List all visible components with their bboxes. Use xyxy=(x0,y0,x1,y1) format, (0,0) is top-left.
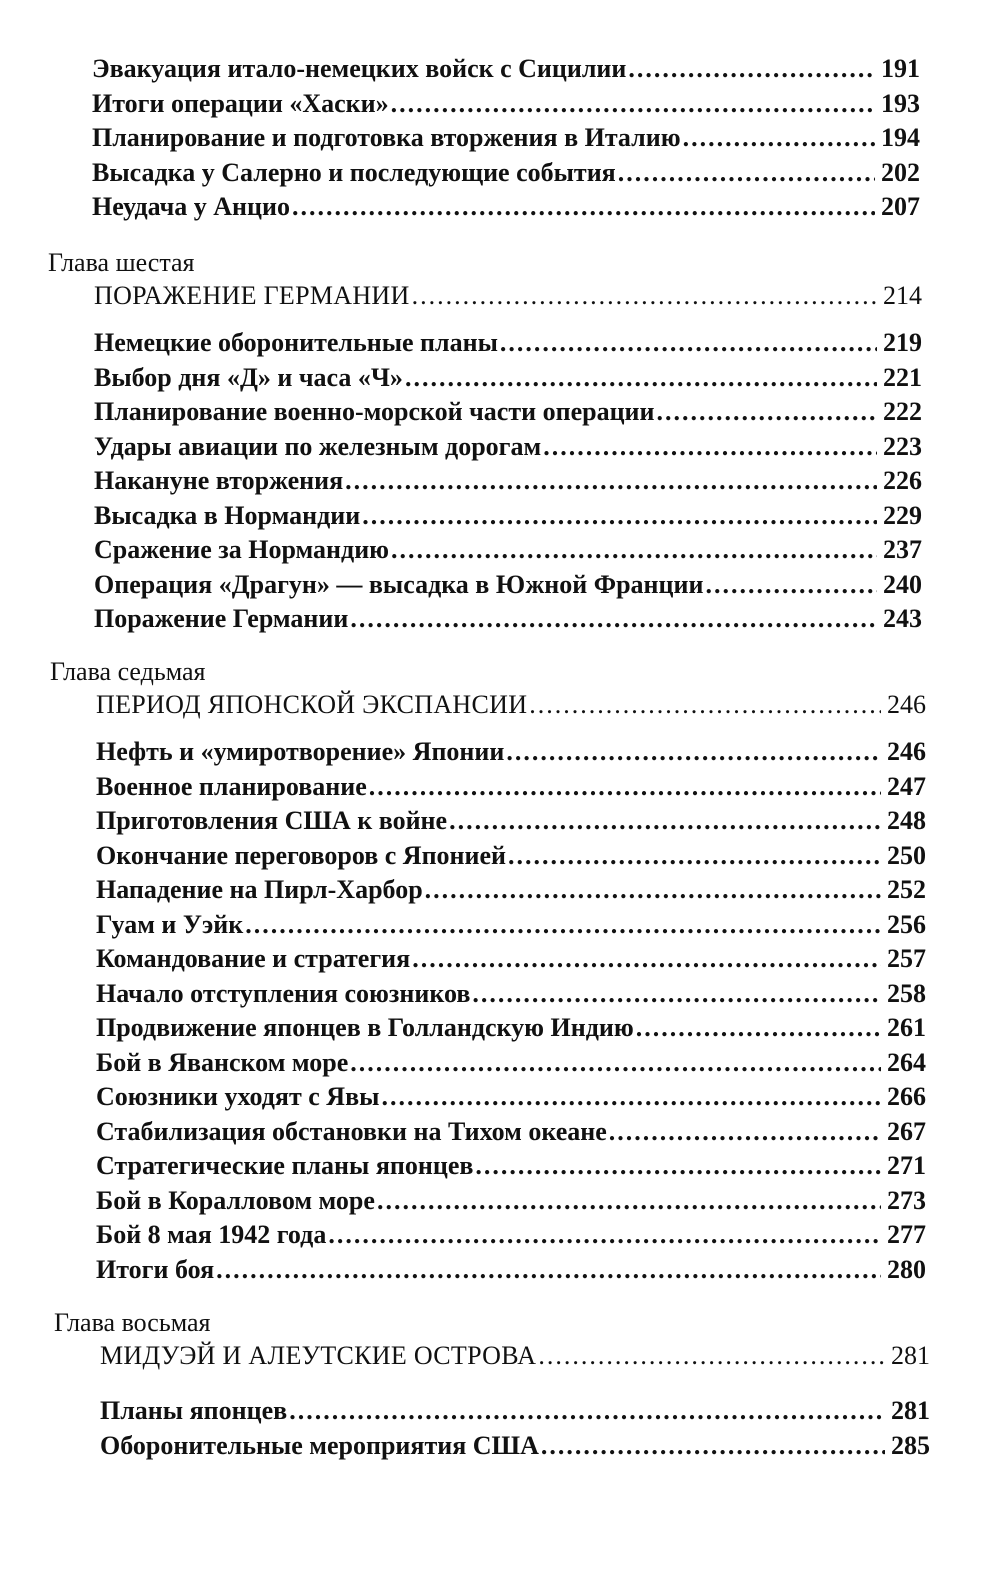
chapter-title: ПОРАЖЕНИЕ ГЕРМАНИИ xyxy=(94,281,410,310)
entry-title: Поражение Германии xyxy=(94,604,349,633)
toc-entry xyxy=(0,1046,1000,1081)
dot-leader xyxy=(683,121,875,156)
toc-entry xyxy=(0,1011,1000,1046)
dot-leader xyxy=(609,1115,881,1150)
entry-title: Планирование военно-морской части операции xyxy=(94,397,655,426)
dot-leader xyxy=(472,977,881,1012)
dot-leader xyxy=(391,87,875,122)
chapter-title: МИДУЭЙ И АЛЕУТСКИЕ ОСТРОВА xyxy=(100,1341,537,1370)
entry-title: Окончание переговоров с Японией xyxy=(96,840,507,870)
toc-entry xyxy=(0,156,1000,191)
entry-page: 247 xyxy=(887,771,926,801)
chapter-section xyxy=(0,248,1000,637)
chapter-heading xyxy=(0,687,1000,723)
dot-leader xyxy=(362,499,877,534)
dot-leader xyxy=(475,1149,881,1184)
entry-page: 207 xyxy=(881,192,920,221)
dot-leader xyxy=(345,464,877,499)
dot-leader xyxy=(541,1429,885,1464)
toc-entry xyxy=(0,735,1000,770)
toc-entry xyxy=(0,533,1000,568)
entry-page: 248 xyxy=(887,806,926,835)
toc-entry xyxy=(0,1115,1000,1150)
toc-entry xyxy=(0,430,1000,465)
entry-page: 264 xyxy=(887,1047,926,1077)
toc-entry xyxy=(0,1218,1000,1253)
toc-entry xyxy=(0,1394,1000,1429)
toc-entry xyxy=(0,568,1000,603)
toc-entry xyxy=(0,52,1000,87)
chapter-label: Глава седьмая xyxy=(50,657,206,686)
dot-leader xyxy=(508,839,881,874)
toc-entry xyxy=(0,190,1000,225)
toc-top-section xyxy=(0,52,1000,225)
entry-page: 250 xyxy=(887,840,926,870)
entry-title: Командование и стратегия xyxy=(96,944,411,973)
entry-title: Союзники уходят с Явы xyxy=(96,1082,380,1111)
toc-entry xyxy=(0,361,1000,396)
entry-title: Продвижение японцев в Голландскую Индию xyxy=(96,1013,634,1042)
toc-entry xyxy=(0,602,1000,637)
entry-page: 280 xyxy=(887,1254,926,1284)
entry-page: 261 xyxy=(887,1013,926,1042)
dot-leader xyxy=(506,735,881,770)
entry-title: Стабилизация обстановки на Тихом океане xyxy=(96,1116,607,1146)
toc-entry xyxy=(0,839,1000,874)
entry-title: Приготовления США к войне xyxy=(96,806,448,835)
entry-title: Военное планирование xyxy=(96,771,367,801)
entry-page: 252 xyxy=(887,875,926,904)
toc-entry xyxy=(0,395,1000,430)
dot-leader xyxy=(425,873,881,908)
entry-title: Бой в Коралловом море xyxy=(96,1185,375,1215)
entry-page: 266 xyxy=(887,1082,926,1111)
dot-leader xyxy=(618,156,875,191)
toc-entry xyxy=(0,87,1000,122)
dot-leader xyxy=(412,278,877,314)
entry-title: Сражение за Нормандию xyxy=(94,535,390,564)
entry-page: 240 xyxy=(883,569,922,599)
entry-page: 277 xyxy=(887,1220,926,1249)
dot-leader xyxy=(500,326,877,361)
entry-page: 191 xyxy=(881,54,920,83)
dot-leader xyxy=(216,1253,881,1288)
entry-title: Выбор дня «Д» и часа «Ч» xyxy=(94,362,403,392)
entry-page: 221 xyxy=(883,362,922,392)
entry-title: Накануне вторжения xyxy=(94,466,344,495)
entry-title: Начало отступления союзников xyxy=(96,978,471,1008)
entry-title: Нефть и «умиротворение» Японии xyxy=(96,737,505,766)
toc-entry xyxy=(0,499,1000,534)
entry-page: 258 xyxy=(887,978,926,1008)
dot-leader xyxy=(657,395,877,430)
toc-entry xyxy=(0,908,1000,943)
entry-title: Неудача у Анцио xyxy=(92,192,290,221)
toc-entry xyxy=(0,770,1000,805)
toc-entry xyxy=(0,1149,1000,1184)
chapter-label: Глава восьмая xyxy=(54,1308,211,1337)
entry-page: 219 xyxy=(883,328,922,357)
entry-title: Высадка у Салерно и последующие события xyxy=(92,157,616,187)
dot-leader xyxy=(328,1218,881,1253)
toc-entry xyxy=(0,804,1000,839)
entry-title: Планы японцев xyxy=(100,1396,288,1425)
entry-page: 281 xyxy=(891,1396,930,1425)
dot-leader xyxy=(405,361,877,396)
entry-page: 193 xyxy=(881,88,920,118)
dot-leader xyxy=(245,908,881,943)
dot-leader xyxy=(705,568,877,603)
entry-page: 257 xyxy=(887,944,926,973)
chapter-section xyxy=(0,657,1000,1287)
dot-leader xyxy=(377,1184,881,1219)
dot-leader xyxy=(369,770,881,805)
toc-entry xyxy=(0,942,1000,977)
entry-title: Немецкие оборонительные планы xyxy=(94,328,498,357)
dot-leader xyxy=(289,1394,885,1429)
dot-leader xyxy=(628,52,875,87)
dot-leader xyxy=(350,1046,881,1081)
entry-title: Удары авиации по железным дорогам xyxy=(94,431,542,461)
chapter-page: 214 xyxy=(883,281,922,310)
chapter-page: 281 xyxy=(891,1341,930,1370)
entry-title: Бой в Яванском море xyxy=(96,1047,349,1077)
entry-title: Высадка в Нормандии xyxy=(94,500,361,530)
entry-page: 271 xyxy=(887,1151,926,1180)
entry-title: Оборонительные мероприятия США xyxy=(100,1430,539,1460)
toc-entry xyxy=(0,121,1000,156)
toc-entry xyxy=(0,1080,1000,1115)
entry-page: 223 xyxy=(883,431,922,461)
dot-leader xyxy=(529,687,881,723)
toc-entry xyxy=(0,873,1000,908)
entry-page: 194 xyxy=(881,123,920,152)
toc-entry xyxy=(0,1184,1000,1219)
entry-title: Итоги боя xyxy=(96,1254,215,1284)
toc-entry xyxy=(0,1429,1000,1464)
entry-page: 273 xyxy=(887,1185,926,1215)
dot-leader xyxy=(543,430,877,465)
entry-page: 243 xyxy=(883,604,922,633)
chapter-page: 246 xyxy=(887,690,926,719)
entry-page: 229 xyxy=(883,500,922,530)
toc-entry xyxy=(0,326,1000,361)
entry-title: Эвакуация итало-немецких войск с Сицилии xyxy=(92,54,627,83)
entry-title: Нападение на Пирл-Харбор xyxy=(96,875,423,904)
toc-entry xyxy=(0,464,1000,499)
entry-page: 237 xyxy=(883,535,922,564)
entry-title: Операция «Драгун» — высадка в Южной Франции xyxy=(94,569,704,599)
entry-page: 202 xyxy=(881,157,920,187)
dot-leader xyxy=(538,1338,885,1374)
dot-leader xyxy=(292,190,875,225)
dot-leader xyxy=(391,533,877,568)
entry-page: 285 xyxy=(891,1430,930,1460)
chapter-heading xyxy=(0,278,1000,314)
entry-title: Бой 8 мая 1942 года xyxy=(96,1220,327,1249)
entry-page: 226 xyxy=(883,466,922,495)
entry-page: 222 xyxy=(883,397,922,426)
dot-leader xyxy=(381,1080,881,1115)
dot-leader xyxy=(412,942,881,977)
dot-leader xyxy=(350,602,877,637)
entry-page: 267 xyxy=(887,1116,926,1146)
toc-entry xyxy=(0,977,1000,1012)
chapter-label: Глава шестая xyxy=(48,248,195,277)
toc-entry xyxy=(0,1253,1000,1288)
entry-page: 256 xyxy=(887,909,926,939)
chapter-title: ПЕРИОД ЯПОНСКОЙ ЭКСПАНСИИ xyxy=(96,690,528,719)
entry-title: Стратегические планы японцев xyxy=(96,1151,474,1180)
dot-leader xyxy=(636,1011,881,1046)
chapter-section xyxy=(0,1308,1000,1463)
chapter-heading xyxy=(0,1338,1000,1374)
entry-title: Гуам и Уэйк xyxy=(96,909,244,939)
entry-title: Итоги операции «Хаски» xyxy=(92,88,389,118)
entry-title: Планирование и подготовка вторжения в Италию xyxy=(92,123,681,152)
entry-page: 246 xyxy=(887,737,926,766)
dot-leader xyxy=(449,804,881,839)
